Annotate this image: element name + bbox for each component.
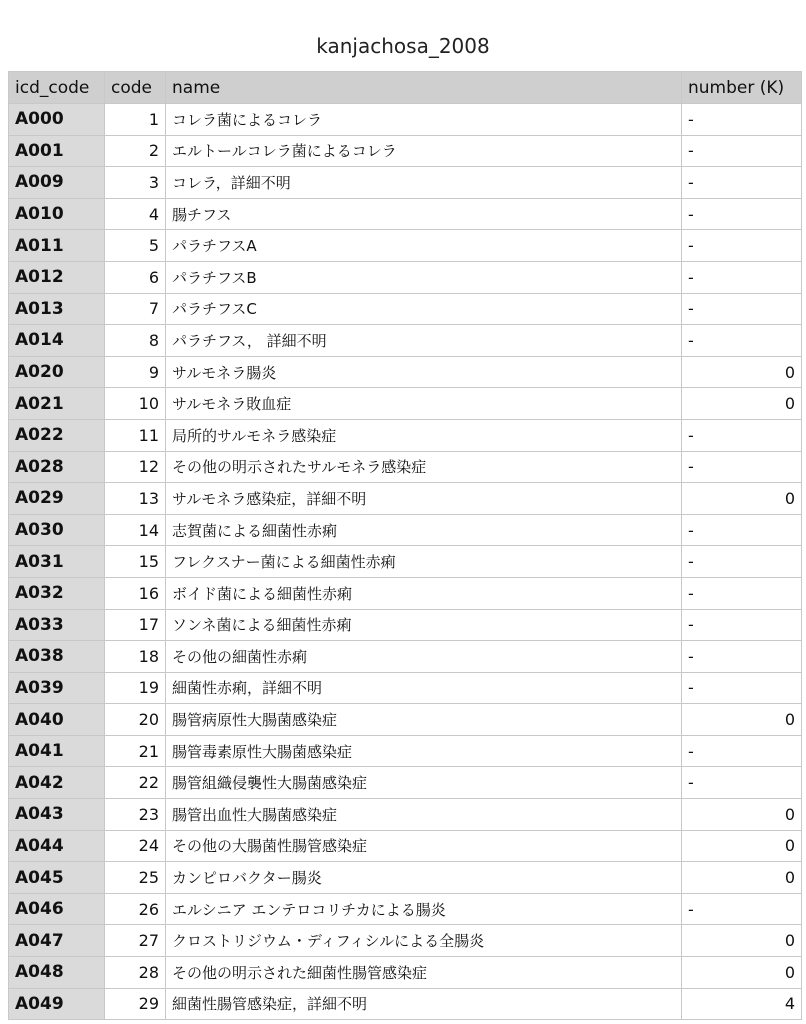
- icd-code-cell[interactable]: A048: [9, 957, 105, 989]
- number-cell[interactable]: -: [682, 514, 802, 546]
- code-cell[interactable]: 6: [105, 261, 166, 293]
- code-cell[interactable]: 4: [105, 198, 166, 230]
- number-cell[interactable]: -: [682, 641, 802, 673]
- table-row: [9, 641, 802, 673]
- table-row: [9, 483, 802, 515]
- table-row: [9, 356, 802, 388]
- table-row: [9, 293, 802, 325]
- name-cell[interactable]: その他の大腸菌性腸管感染症: [166, 830, 682, 862]
- icd-code-cell[interactable]: A043: [9, 799, 105, 831]
- name-cell[interactable]: 腸管組織侵襲性大腸菌感染症: [166, 767, 682, 799]
- table-row: [9, 546, 802, 578]
- icd-code-cell[interactable]: A000: [9, 104, 105, 136]
- icd-code-cell[interactable]: A031: [9, 546, 105, 578]
- number-cell[interactable]: 0: [682, 704, 802, 736]
- code-cell[interactable]: 23: [105, 799, 166, 831]
- code-cell[interactable]: 19: [105, 672, 166, 704]
- number-cell[interactable]: 0: [682, 799, 802, 831]
- name-cell[interactable]: 細菌性腸管感染症，詳細不明: [166, 988, 682, 1020]
- name-cell[interactable]: 志賀菌による細菌性赤痢: [166, 514, 682, 546]
- name-cell[interactable]: フレクスナー菌による細菌性赤痢: [166, 546, 682, 578]
- table-row: [9, 104, 802, 136]
- table-row: [9, 167, 802, 199]
- table-row: [9, 735, 802, 767]
- name-cell[interactable]: 腸管毒素原性大腸菌感染症: [166, 735, 682, 767]
- number-cell[interactable]: 0: [682, 862, 802, 894]
- code-cell[interactable]: 13: [105, 483, 166, 515]
- code-cell[interactable]: 22: [105, 767, 166, 799]
- name-cell[interactable]: パラチフスA: [166, 230, 682, 262]
- table-row: [9, 261, 802, 293]
- icd-code-cell[interactable]: A044: [9, 830, 105, 862]
- code-cell[interactable]: 16: [105, 577, 166, 609]
- name-cell[interactable]: その他の細菌性赤痢: [166, 641, 682, 673]
- icd-code-cell[interactable]: A046: [9, 893, 105, 925]
- icd-code-cell[interactable]: A011: [9, 230, 105, 262]
- code-cell[interactable]: 25: [105, 862, 166, 894]
- number-cell[interactable]: -: [682, 672, 802, 704]
- table-row: [9, 609, 802, 641]
- number-cell[interactable]: 0: [682, 483, 802, 515]
- name-cell[interactable]: 細菌性赤痢，詳細不明: [166, 672, 682, 704]
- name-cell[interactable]: パラチフスB: [166, 261, 682, 293]
- table-row: [9, 451, 802, 483]
- number-cell[interactable]: -: [682, 546, 802, 578]
- name-cell[interactable]: サルモネラ感染症，詳細不明: [166, 483, 682, 515]
- column-header-icd-code[interactable]: icd_code: [9, 72, 105, 104]
- table-body: [9, 104, 802, 1020]
- table-row: [9, 514, 802, 546]
- number-cell[interactable]: 0: [682, 388, 802, 420]
- code-cell[interactable]: 26: [105, 893, 166, 925]
- code-cell[interactable]: 5: [105, 230, 166, 262]
- number-cell[interactable]: -: [682, 419, 802, 451]
- icd-code-cell[interactable]: A014: [9, 325, 105, 357]
- name-cell[interactable]: サルモネラ敗血症: [166, 388, 682, 420]
- icd-code-cell[interactable]: A038: [9, 641, 105, 673]
- number-cell[interactable]: -: [682, 451, 802, 483]
- name-cell[interactable]: その他の明示されたサルモネラ感染症: [166, 451, 682, 483]
- icd-code-cell[interactable]: A040: [9, 704, 105, 736]
- number-cell[interactable]: -: [682, 167, 802, 199]
- code-cell[interactable]: 8: [105, 325, 166, 357]
- table-row: [9, 862, 802, 894]
- table-row: [9, 957, 802, 989]
- icd-code-cell[interactable]: A039: [9, 672, 105, 704]
- table-row: [9, 767, 802, 799]
- table-row: [9, 325, 802, 357]
- icd-code-cell[interactable]: A030: [9, 514, 105, 546]
- icd-code-cell[interactable]: A049: [9, 988, 105, 1020]
- icd-code-cell[interactable]: A042: [9, 767, 105, 799]
- icd-code-cell[interactable]: A028: [9, 451, 105, 483]
- table-row: [9, 135, 802, 167]
- code-cell[interactable]: 2: [105, 135, 166, 167]
- code-cell[interactable]: 27: [105, 925, 166, 957]
- name-cell[interactable]: パラチフスC: [166, 293, 682, 325]
- name-cell[interactable]: エルシニア エンテロコリチカによる腸炎: [166, 893, 682, 925]
- name-cell[interactable]: コレラ，詳細不明: [166, 167, 682, 199]
- icd-code-cell[interactable]: A033: [9, 609, 105, 641]
- code-cell[interactable]: 7: [105, 293, 166, 325]
- icd-code-cell[interactable]: A047: [9, 925, 105, 957]
- code-cell[interactable]: 20: [105, 704, 166, 736]
- icd-code-cell[interactable]: A010: [9, 198, 105, 230]
- icd-code-cell[interactable]: A020: [9, 356, 105, 388]
- number-cell[interactable]: 0: [682, 957, 802, 989]
- icd-code-cell[interactable]: A029: [9, 483, 105, 515]
- icd-code-cell[interactable]: A021: [9, 388, 105, 420]
- icd-code-cell[interactable]: A009: [9, 167, 105, 199]
- number-cell[interactable]: -: [682, 577, 802, 609]
- code-cell[interactable]: 17: [105, 609, 166, 641]
- icd-code-cell[interactable]: A012: [9, 261, 105, 293]
- code-cell[interactable]: 24: [105, 830, 166, 862]
- table-row: [9, 830, 802, 862]
- number-cell[interactable]: -: [682, 135, 802, 167]
- name-cell[interactable]: エルトールコレラ菌によるコレラ: [166, 135, 682, 167]
- number-cell[interactable]: 4: [682, 988, 802, 1020]
- code-cell[interactable]: 14: [105, 514, 166, 546]
- icd-code-cell[interactable]: A001: [9, 135, 105, 167]
- data-table: [8, 71, 802, 1020]
- code-cell[interactable]: 28: [105, 957, 166, 989]
- icd-code-cell[interactable]: A045: [9, 862, 105, 894]
- icd-code-cell[interactable]: A032: [9, 577, 105, 609]
- number-cell[interactable]: -: [682, 893, 802, 925]
- number-cell[interactable]: -: [682, 230, 802, 262]
- table-row: [9, 230, 802, 262]
- name-cell[interactable]: 腸管病原性大腸菌感染症: [166, 704, 682, 736]
- code-cell[interactable]: 11: [105, 419, 166, 451]
- column-header-code[interactable]: code: [105, 72, 166, 104]
- name-cell[interactable]: クロストリジウム・ディフィシルによる全腸炎: [166, 925, 682, 957]
- table-row: [9, 799, 802, 831]
- code-cell[interactable]: 9: [105, 356, 166, 388]
- number-cell[interactable]: -: [682, 293, 802, 325]
- number-cell[interactable]: -: [682, 325, 802, 357]
- code-cell[interactable]: 15: [105, 546, 166, 578]
- name-cell[interactable]: ソンネ菌による細菌性赤痢: [166, 609, 682, 641]
- table-row: [9, 419, 802, 451]
- number-cell[interactable]: 0: [682, 830, 802, 862]
- header-row: [9, 72, 802, 104]
- code-cell[interactable]: 29: [105, 988, 166, 1020]
- code-cell[interactable]: 1: [105, 104, 166, 136]
- code-cell[interactable]: 21: [105, 735, 166, 767]
- number-cell[interactable]: -: [682, 261, 802, 293]
- table-row: [9, 893, 802, 925]
- code-cell[interactable]: 18: [105, 641, 166, 673]
- number-cell[interactable]: -: [682, 104, 802, 136]
- column-header-name[interactable]: name: [166, 72, 682, 104]
- name-cell[interactable]: サルモネラ腸炎: [166, 356, 682, 388]
- table-row: [9, 388, 802, 420]
- table-title: kanjachosa_2008: [316, 34, 490, 58]
- table-row: [9, 198, 802, 230]
- number-cell[interactable]: -: [682, 198, 802, 230]
- name-cell[interactable]: ボイド菌による細菌性赤痢: [166, 577, 682, 609]
- name-cell[interactable]: 腸管出血性大腸菌感染症: [166, 799, 682, 831]
- name-cell[interactable]: 局所的サルモネラ感染症: [166, 419, 682, 451]
- number-cell[interactable]: 0: [682, 925, 802, 957]
- code-cell[interactable]: 12: [105, 451, 166, 483]
- icd-code-cell[interactable]: A041: [9, 735, 105, 767]
- table-row: [9, 925, 802, 957]
- icd-code-cell[interactable]: A022: [9, 419, 105, 451]
- number-cell[interactable]: -: [682, 767, 802, 799]
- table-row: [9, 704, 802, 736]
- column-header-number[interactable]: number (K): [682, 72, 802, 104]
- code-cell[interactable]: 10: [105, 388, 166, 420]
- table-row: [9, 988, 802, 1020]
- table-row: [9, 577, 802, 609]
- name-cell[interactable]: 腸チフス: [166, 198, 682, 230]
- name-cell[interactable]: カンピロバクター腸炎: [166, 862, 682, 894]
- name-cell[interactable]: その他の明示された細菌性腸管感染症: [166, 957, 682, 989]
- number-cell[interactable]: -: [682, 735, 802, 767]
- icd-code-cell[interactable]: A013: [9, 293, 105, 325]
- number-cell[interactable]: 0: [682, 356, 802, 388]
- code-cell[interactable]: 3: [105, 167, 166, 199]
- table-row: [9, 672, 802, 704]
- name-cell[interactable]: コレラ菌によるコレラ: [166, 104, 682, 136]
- number-cell[interactable]: -: [682, 609, 802, 641]
- name-cell[interactable]: パラチフス， 詳細不明: [166, 325, 682, 357]
